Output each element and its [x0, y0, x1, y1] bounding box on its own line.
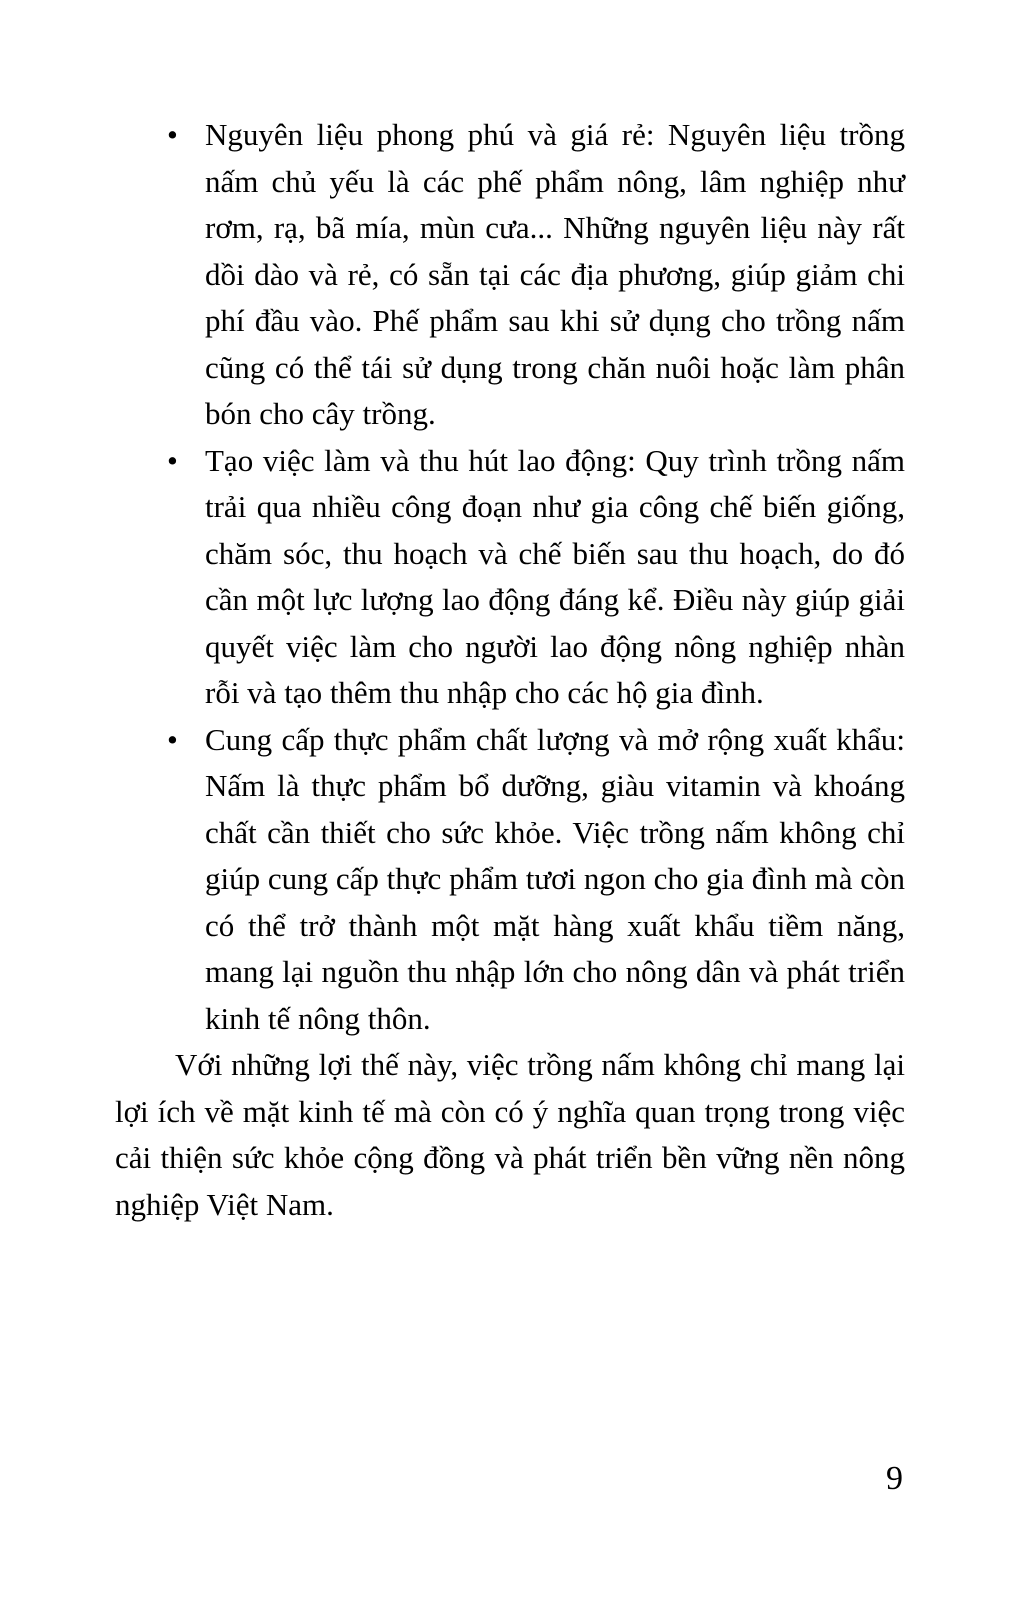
list-item	[115, 717, 905, 1043]
bullet-text: Cung cấp thực phẩm chất lượng và mở rộng xuất khẩu: Nấm là thực phẩm bổ dưỡng, giàu vitamin và khoáng chất cần thiết cho sức khỏe. Việc trồng nấm không chỉ giúp cung cấp thực phẩm tươi ngon cho gia đình mà còn có thể trở thành một mặt hàng xuất khẩu tiềm năng, mang lại nguồn thu nhập lớn cho nông dân và phát triển kinh tế nông thôn.	[205, 721, 905, 1036]
bullet-icon: •	[167, 442, 178, 478]
bullet-text: Nguyên liệu phong phú và giá rẻ: Nguyên liệu trồng nấm chủ yếu là các phế phẩm nông, lâm nghiệp như rơm, rạ, bã mía, mùn cưa... Những nguyên liệu này rất dồi dào và rẻ, có sẵn tại các địa phương, giúp giảm chi phí đầu vào. Phế phẩm sau khi sử dụng cho trồng nấm cũng có thể tái sử dụng trong chăn nuôi hoặc làm phân bón cho cây trồng.	[205, 117, 905, 431]
list-item	[115, 438, 905, 717]
bullet-list	[115, 112, 905, 1042]
closing-paragraph: Với những lợi thế này, việc trồng nấm không chỉ mang lại lợi ích về mặt kinh tế mà còn có ý nghĩa quan trọng trong việc cải thiện sức khỏe cộng đồng và phát triển bền vững nền nông nghiệp Việt Nam.	[115, 1047, 905, 1222]
bullet-icon: •	[167, 721, 178, 757]
bullet-text: Tạo việc làm và thu hút lao động: Quy trình trồng nấm trải qua nhiều công đoạn như gia công chế biến giống, chăm sóc, thu hoạch và chế biến sau thu hoạch, do đó cần một lực lượng lao động đáng kể. Điều này giúp giải quyết việc làm cho người lao động nông nghiệp nhàn rỗi và tạo thêm thu nhập cho các hộ gia đình.	[205, 442, 905, 710]
bullet-icon: •	[167, 117, 178, 152]
page-content	[115, 112, 905, 1228]
list-item	[115, 112, 905, 438]
page-number: 9	[886, 1460, 903, 1497]
